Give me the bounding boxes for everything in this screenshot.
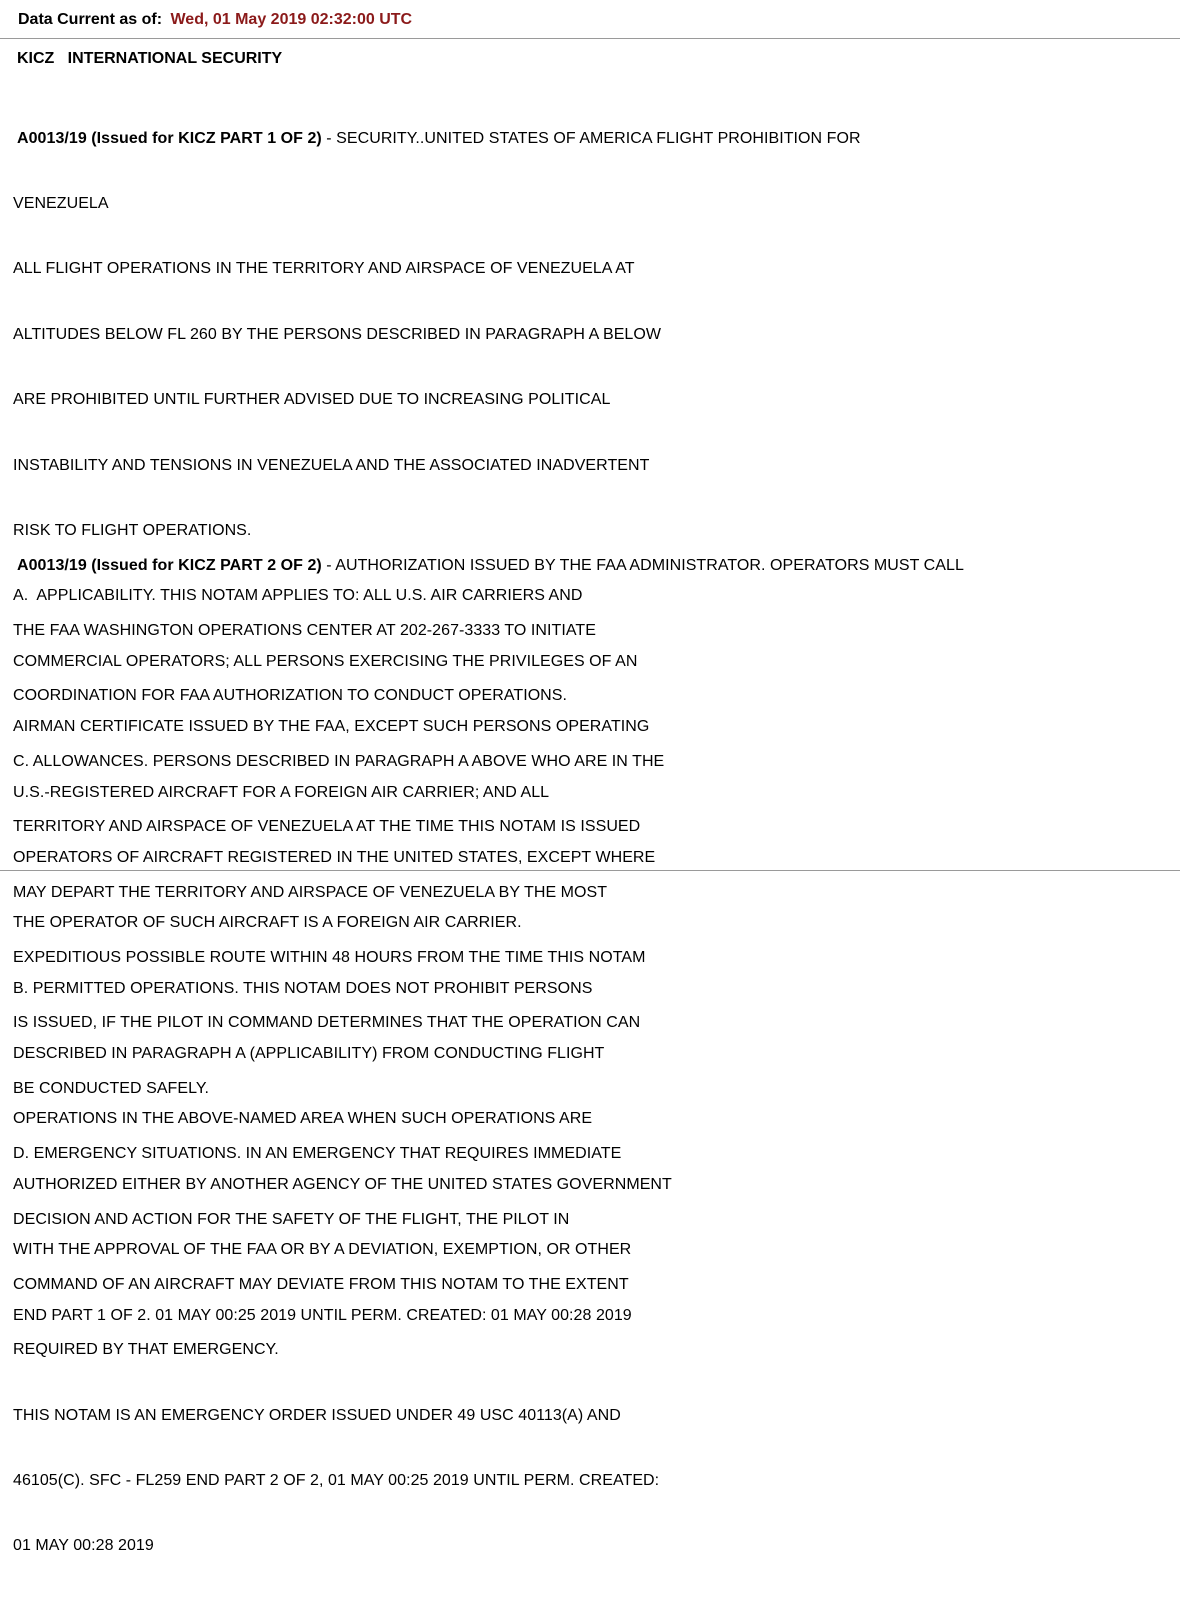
data-current-label: Data Current as of: — [18, 11, 163, 28]
notam-line: END PART 1 OF 2. 01 MAY 00:25 2019 UNTIL PERM. CREATED: 01 MAY 00:28 2019 — [13, 1306, 632, 1324]
notam-first-line — [13, 128, 1173, 150]
notam-first-line-text: - SECURITY..UNITED STATES OF AMERICA FLIGHT PROHIBITION FOR — [321, 129, 861, 147]
notam-id-header: A0013/19 (Issued for KICZ PART 1 OF 2) — [17, 129, 322, 147]
notam-line: OPERATORS OF AIRCRAFT REGISTERED IN THE UNITED STATES, EXCEPT WHERE — [13, 848, 656, 866]
notam-line: INSTABILITY AND TENSIONS IN VENEZUELA AND THE ASSOCIATED INADVERTENT — [13, 456, 650, 474]
notam-line: TERRITORY AND AIRSPACE OF VENEZUELA AT THE TIME THIS NOTAM IS ISSUED — [13, 818, 641, 836]
data-current-timestamp: Wed, 01 May 2019 02:32:00 UTC — [170, 11, 413, 28]
notam-line: ALTITUDES BELOW FL 260 BY THE PERSONS DESCRIBED IN PARAGRAPH A BELOW — [13, 325, 662, 343]
notam-line: D. EMERGENCY SITUATIONS. IN AN EMERGENCY THAT REQUIRES IMMEDIATE — [13, 1145, 622, 1163]
notam-line: THE FAA WASHINGTON OPERATIONS CENTER AT 202-267-3333 TO INITIATE — [13, 621, 596, 639]
notam-line: THE OPERATOR OF SUCH AIRCRAFT IS A FOREIGN AIR CARRIER. — [13, 914, 522, 932]
notam-line: B. PERMITTED OPERATIONS. THIS NOTAM DOES NOT PROHIBIT PERSONS — [13, 979, 593, 997]
notam-line: COMMERCIAL OPERATORS; ALL PERSONS EXERCISING THE PRIVILEGES OF AN — [13, 652, 638, 670]
notam-line: VENEZUELA — [13, 194, 109, 212]
notam-line: 01 MAY 00:28 2019 — [13, 1537, 154, 1555]
notam-line: WITH THE APPROVAL OF THE FAA OR BY A DEVIATION, EXEMPTION, OR OTHER — [13, 1241, 632, 1259]
notam-first-line-text: - AUTHORIZATION ISSUED BY THE FAA ADMINISTRATOR. OPERATORS MUST CALL — [321, 556, 964, 574]
notam-line: IS ISSUED, IF THE PILOT IN COMMAND DETERMINES THAT THE OPERATION CAN — [13, 1014, 641, 1032]
notam-line: COMMAND OF AN AIRCRAFT MAY DEVIATE FROM THIS NOTAM TO THE EXTENT — [13, 1275, 629, 1293]
notam-line: ALL FLIGHT OPERATIONS IN THE TERRITORY AND AIRSPACE OF VENEZUELA AT — [13, 260, 635, 278]
notam-line: AUTHORIZED EITHER BY ANOTHER AGENCY OF THE UNITED STATES GOVERNMENT — [13, 1175, 672, 1193]
notam-line: REQUIRED BY THAT EMERGENCY. — [13, 1341, 279, 1359]
notam-first-line — [13, 555, 1173, 577]
notam-line: DECISION AND ACTION FOR THE SAFETY OF THE FLIGHT, THE PILOT IN — [13, 1210, 570, 1228]
bottom-divider — [0, 870, 1180, 871]
section-title: KICZ INTERNATIONAL SECURITY — [17, 50, 283, 67]
notam-line: A. APPLICABILITY. THIS NOTAM APPLIES TO: ALL U.S. AIR CARRIERS AND — [13, 587, 583, 605]
notam-part-2 — [13, 511, 1173, 1601]
notam-line: COORDINATION FOR FAA AUTHORIZATION TO CONDUCT OPERATIONS. — [13, 687, 568, 705]
notam-line: EXPEDITIOUS POSSIBLE ROUTE WITHIN 48 HOURS FROM THE TIME THIS NOTAM — [13, 948, 646, 966]
notam-line: C. ALLOWANCES. PERSONS DESCRIBED IN PARAGRAPH A ABOVE WHO ARE IN THE — [13, 752, 665, 770]
notam-line: U.S.-REGISTERED AIRCRAFT FOR A FOREIGN AIR CARRIER; AND ALL — [13, 783, 550, 801]
data-current-line — [18, 10, 412, 30]
notam-line: DESCRIBED IN PARAGRAPH A (APPLICABILITY) FROM CONDUCTING FLIGHT — [13, 1045, 605, 1063]
notam-id-header: A0013/19 (Issued for KICZ PART 2 OF 2) — [17, 556, 322, 574]
notam-line: OPERATIONS IN THE ABOVE-NAMED AREA WHEN SUCH OPERATIONS ARE — [13, 1110, 593, 1128]
notam-line: THIS NOTAM IS AN EMERGENCY ORDER ISSUED UNDER 49 USC 40113(A) AND — [13, 1406, 621, 1424]
notam-line: 46105(C). SFC - FL259 END PART 2 OF 2, 01 MAY 00:25 2019 UNTIL PERM. CREATED: — [13, 1472, 660, 1490]
notam-line: ARE PROHIBITED UNTIL FURTHER ADVISED DUE TO INCREASING POLITICAL — [13, 391, 611, 409]
notam-line: AIRMAN CERTIFICATE ISSUED BY THE FAA, EXCEPT SUCH PERSONS OPERATING — [13, 718, 650, 736]
top-divider — [0, 38, 1180, 39]
notam-line: BE CONDUCTED SAFELY. — [13, 1079, 210, 1097]
notam-line: RISK TO FLIGHT OPERATIONS. — [13, 521, 252, 539]
notam-line: MAY DEPART THE TERRITORY AND AIRSPACE OF VENEZUELA BY THE MOST — [13, 883, 608, 901]
